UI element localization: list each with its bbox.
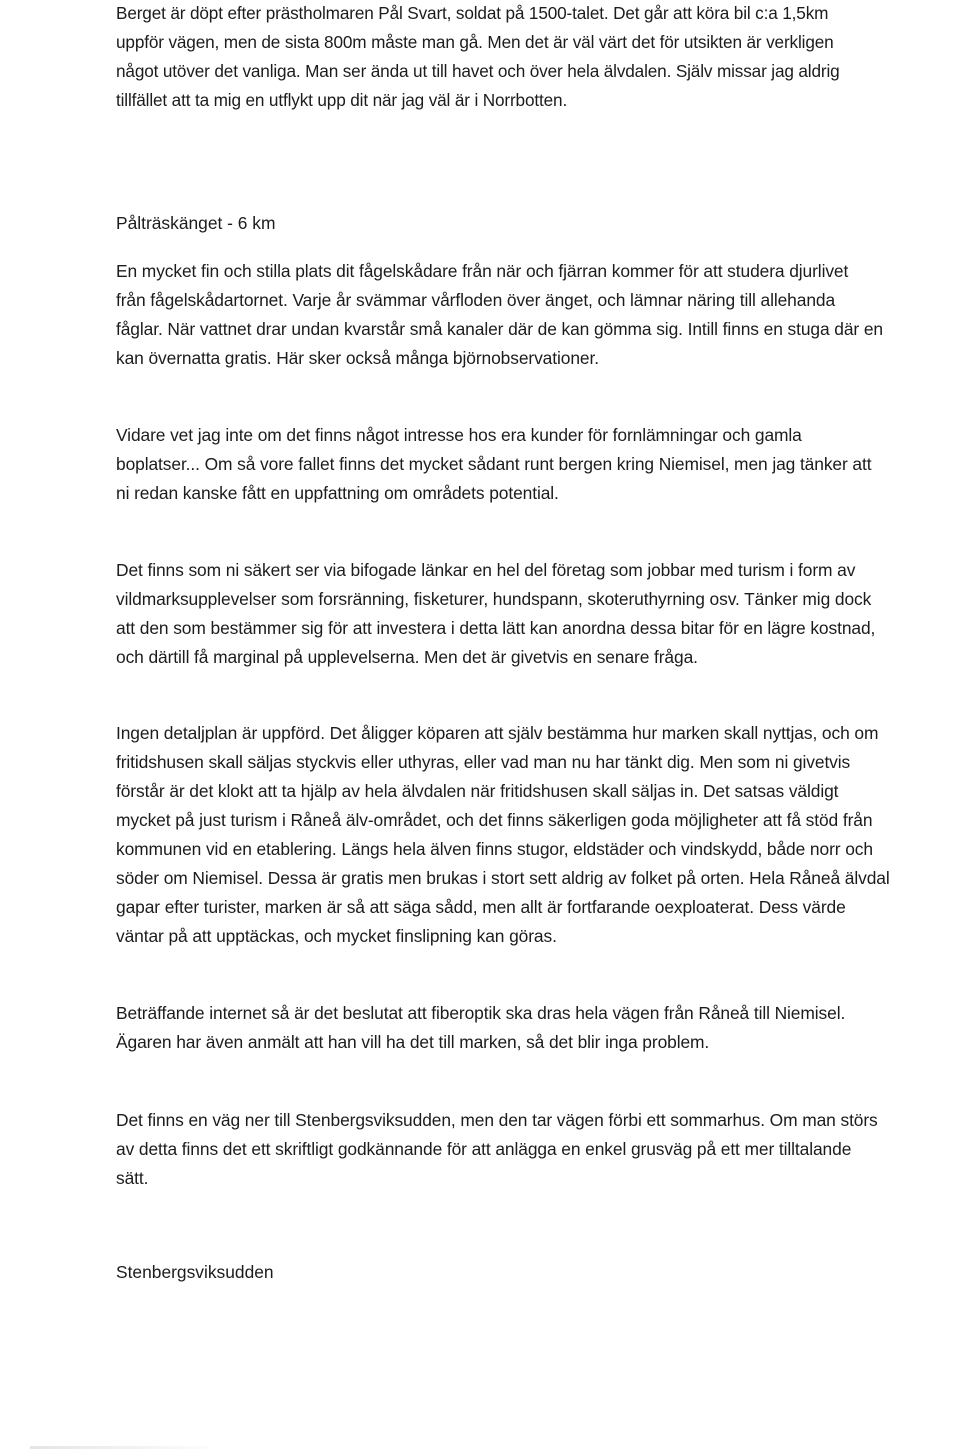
text-line: söder om Niemisel. Dessa är gratis men brukas i stort sett aldrig av folket på orten. Hela Råneå älvdal — [116, 868, 890, 888]
text-line: förstår är det klokt att ta hjälp av hela älvdalen när fritidshusen skall säljas in. Det satsas väldigt — [116, 781, 839, 801]
scan-edge-mark — [30, 1446, 210, 1449]
text-line: Beträffande internet så är det beslutat att fiberoptik ska dras hela vägen från Råneå till Niemisel. — [116, 1003, 846, 1023]
text-line: Vidare vet jag inte om det finns något intresse hos era kunder för fornlämningar och gamla — [116, 425, 802, 445]
text-line: tillfället att ta mig en utflykt upp dit när jag väl är i Norrbotten. — [116, 90, 568, 110]
text-line: fritidshusen skall säljas styckvis eller uthyras, eller vad man nu har tänkt dig. Men som ni givetvis — [116, 752, 851, 772]
text-line: uppför vägen, men de sista 800m måste man gå. Men det är väl värt det för utsikten är verkligen — [116, 32, 834, 52]
text-line: av detta finns det ett skriftligt godkännande för att anlägga en enkel grusväg på ett mer tilltalande — [116, 1139, 852, 1159]
text-line: mycket på just turism i Råneå älv-området, och det finns säkerligen goda möjligheter att få stöd från — [116, 810, 873, 830]
section-heading-stenbergsviksudden: Stenbergsviksudden — [116, 1262, 274, 1282]
paragraph-road-access — [116, 1106, 960, 1193]
text-line: Det finns en väg ner till Stenbergsviksudden, men den tar vägen förbi ett sommarhus. Om man störs — [116, 1110, 878, 1130]
paragraph-paltraskanget — [116, 257, 960, 373]
text-line: gapar efter turister, marken är så att säga sådd, men allt är fortfarande oexploaterat. Dess värde — [116, 897, 846, 917]
text-line: En mycket fin och stilla plats dit fågelskådare från när och fjärran kommer för att studera djurlivet — [116, 261, 849, 281]
text-line: något utöver det vanliga. Man ser ända ut till havet och över hela älvdalen. Själv missar jag aldrig — [116, 61, 840, 81]
paragraph-tourism-companies — [116, 556, 960, 672]
paragraph-detail-plan — [116, 719, 960, 951]
text-line: Berget är döpt efter prästholmaren Pål Svart, soldat på 1500-talet. Det går att köra bil c:a 1,5km — [116, 3, 829, 23]
paragraph-palsvart-mountain — [116, 0, 960, 115]
text-line: väntar på att upptäckas, och mycket finslipning kan göras. — [116, 926, 557, 946]
text-line: Ägaren har även anmält att han vill ha det till marken, så det blir inga problem. — [116, 1032, 710, 1052]
text-line: sätt. — [116, 1168, 149, 1188]
text-line: kommunen vid en etablering. Längs hela älven finns stugor, eldstäder och vindskydd, både norr och — [116, 839, 873, 859]
section-heading-paltraskanget: Pålträskänget - 6 km — [116, 213, 276, 233]
text-line: Det finns som ni säkert ser via bifogade länkar en hel del företag som jobbar med turism i form av — [116, 560, 856, 580]
text-line: Ingen detaljplan är uppförd. Det åligger köparen att själv bestämma hur marken skall nyttjas, och om — [116, 723, 879, 743]
text-line: kan övernatta gratis. Här sker också många björnobservationer. — [116, 348, 599, 368]
text-line: vildmarksupplevelser som forsränning, fisketurer, hundspann, skoteruthyrning osv. Tänker mig dock — [116, 589, 872, 609]
text-line: fåglar. När vattnet drar undan kvarstår små kanaler där de kan gömma sig. Intill finns en stuga där en — [116, 319, 883, 339]
text-line: ni redan kanske fått en uppfattning om områdets potential. — [116, 483, 559, 503]
text-line: att den som bestämmer sig för att investera i detta lätt kan anordna dessa bitar för en lägre kostnad, — [116, 618, 876, 638]
text-line: och därtill få marginal på upplevelserna. Men det är givetvis en senare fråga. — [116, 647, 698, 667]
text-line: boplatser... Om så vore fallet finns det mycket sådant runt bergen kring Niemisel, men jag tänker att — [116, 454, 872, 474]
text-line: från fågelskådartornet. Varje år svämmar vårfloden över änget, och lämnar näring till allehanda — [116, 290, 836, 310]
paragraph-ancient-remains — [116, 421, 960, 508]
paragraph-internet — [116, 999, 960, 1057]
